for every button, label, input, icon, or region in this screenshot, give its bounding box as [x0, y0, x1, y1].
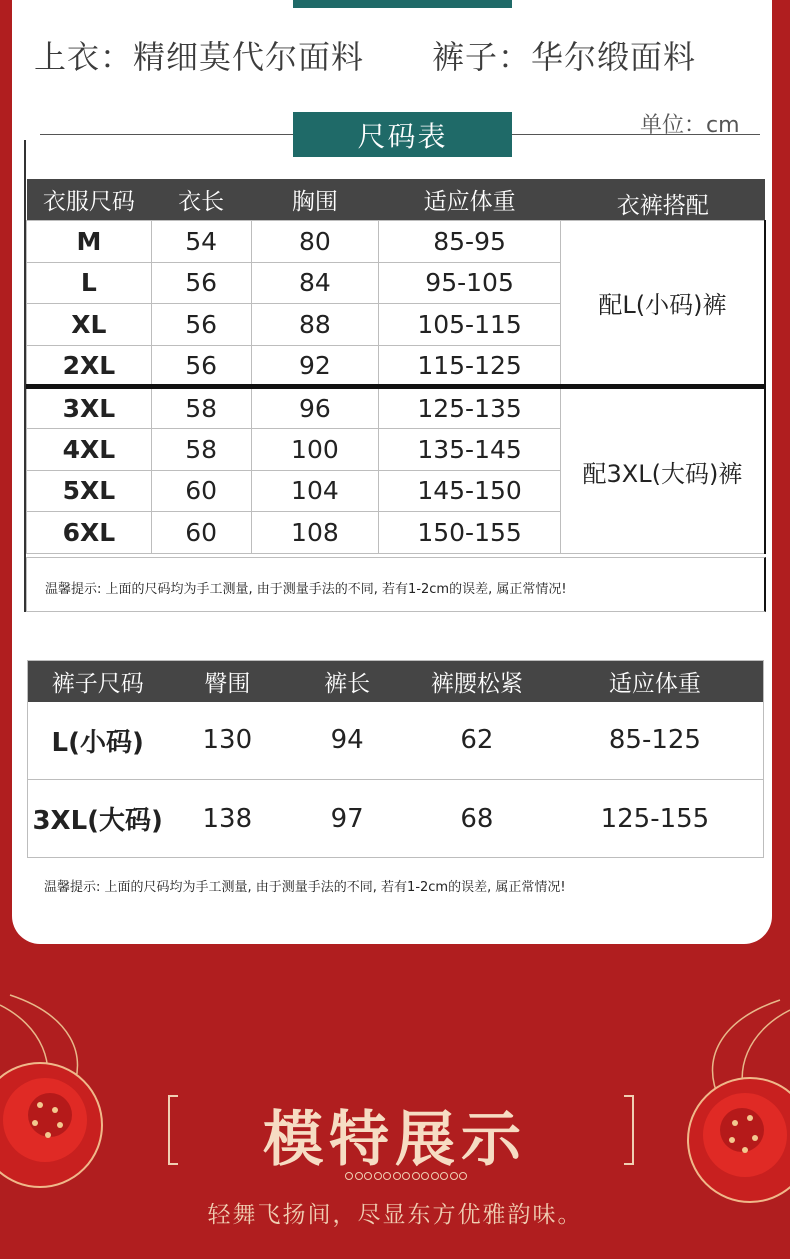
- header-pants-weight: 适应体重: [547, 661, 764, 702]
- table-row: [27, 387, 766, 429]
- chest-cell: 84: [251, 262, 379, 304]
- header-chest: 胸围: [251, 179, 379, 221]
- length-cell: 97: [287, 780, 407, 858]
- chest-cell: 96: [251, 387, 379, 429]
- size-cell: L(小码): [28, 702, 168, 780]
- length-cell: 56: [151, 262, 251, 304]
- weight-cell: 125-135: [379, 387, 561, 429]
- match-cell: 配3XL(大码)裤: [560, 387, 765, 553]
- weight-cell: 115-125: [379, 345, 561, 387]
- header-size: 衣服尺码: [27, 179, 152, 221]
- top-size-table: [26, 179, 766, 554]
- length-cell: 60: [151, 470, 251, 512]
- table-header-row: [28, 661, 764, 702]
- header-length: 衣长: [151, 179, 251, 221]
- chest-cell: 80: [251, 221, 379, 263]
- weight-cell: 105-115: [379, 304, 561, 346]
- title-rule-left: [40, 134, 295, 135]
- waist-cell: 68: [407, 780, 547, 858]
- length-cell: 56: [151, 345, 251, 387]
- hip-cell: 130: [167, 702, 287, 780]
- chest-cell: 100: [251, 428, 379, 470]
- header-waist: 裤腰松紧: [407, 661, 547, 702]
- unit-label: 单位：cm: [640, 113, 740, 138]
- pants-fabric-label: 裤子：华尔缎面料: [432, 38, 697, 76]
- size-cell: 6XL: [27, 512, 152, 554]
- dot-ornament: [345, 1170, 467, 1182]
- table-row: [27, 221, 766, 263]
- header-weight: 适应体重: [379, 179, 561, 221]
- length-cell: 58: [151, 387, 251, 429]
- size-cell: 4XL: [27, 428, 152, 470]
- note-row: [26, 557, 766, 612]
- length-cell: 60: [151, 512, 251, 554]
- weight-cell: 125-155: [547, 780, 764, 858]
- header-pants-size: 裤子尺码: [28, 661, 168, 702]
- table-row: [28, 702, 764, 780]
- size-cell: 2XL: [27, 345, 152, 387]
- chest-cell: 88: [251, 304, 379, 346]
- size-chart-title: 尺码表: [293, 112, 512, 157]
- chest-cell: 92: [251, 345, 379, 387]
- pants-note: 温馨提示: 上面的尺码均为手工测量, 由于测量手法的不同, 若有1-2cm的误差, 属正常情况!: [44, 880, 566, 895]
- pants-size-table: [27, 660, 764, 858]
- size-cell: 3XL(大码): [28, 780, 168, 858]
- weight-cell: 85-95: [379, 221, 561, 263]
- length-cell: 56: [151, 304, 251, 346]
- match-cell: 配L(小码)裤: [560, 221, 765, 387]
- table-header-row: [27, 179, 766, 221]
- size-note: 温馨提示: 上面的尺码均为手工测量, 由于测量手法的不同, 若有1-2cm的误差, 属正常情况!: [45, 582, 567, 597]
- banner-subtitle: 轻舞飞扬间，尽显东方优雅韵味。: [207, 1202, 583, 1228]
- size-cell: XL: [27, 304, 152, 346]
- waist-cell: 62: [407, 702, 547, 780]
- header-match: 衣裤搭配: [560, 179, 765, 221]
- chest-cell: 108: [251, 512, 379, 554]
- header-hip: 臀围: [167, 661, 287, 702]
- hip-cell: 138: [167, 780, 287, 858]
- size-cell: L: [27, 262, 152, 304]
- size-cell: 5XL: [27, 470, 152, 512]
- weight-cell: 95-105: [379, 262, 561, 304]
- length-cell: 58: [151, 428, 251, 470]
- table-row: [28, 780, 764, 858]
- size-cell: M: [27, 221, 152, 263]
- weight-cell: 150-155: [379, 512, 561, 554]
- banner-title: 模特展示: [263, 1105, 527, 1175]
- weight-cell: 145-150: [379, 470, 561, 512]
- top-accent-bar: [293, 0, 512, 8]
- length-cell: 54: [151, 221, 251, 263]
- weight-cell: 85-125: [547, 702, 764, 780]
- weight-cell: 135-145: [379, 428, 561, 470]
- top-fabric-label: 上衣：精细莫代尔面料: [34, 38, 365, 76]
- chest-cell: 104: [251, 470, 379, 512]
- length-cell: 94: [287, 702, 407, 780]
- header-pants-length: 裤长: [287, 661, 407, 702]
- size-cell: 3XL: [27, 387, 152, 429]
